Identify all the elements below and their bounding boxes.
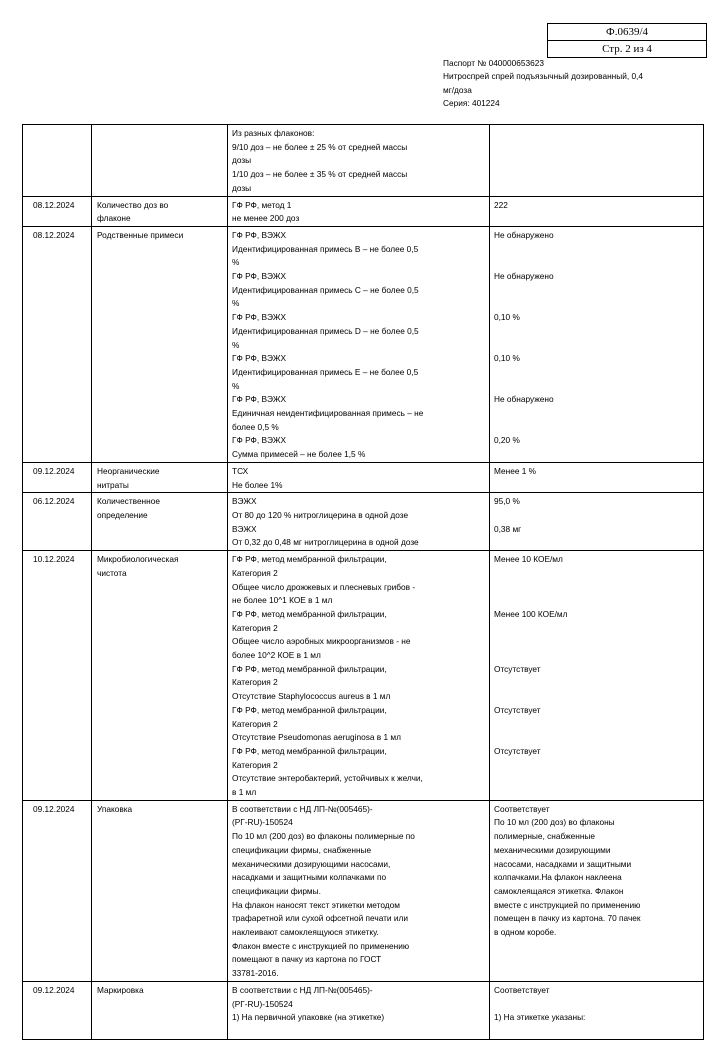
method-line: От 0,32 до 0,48 мг нитроглицерина в одной дозе — [232, 537, 419, 548]
form-code-box — [547, 23, 707, 58]
result-line: 0,10 % — [494, 353, 520, 364]
method-line: % — [232, 298, 240, 309]
row-result — [490, 551, 704, 801]
method-line: Флакон вместе с инструкцией по применению — [232, 940, 410, 951]
method-line: спецификации фирмы, снабженные — [232, 844, 372, 855]
test-name-line: Неорганические — [97, 465, 160, 476]
method-line: Идентифицированная примесь C – не более 0,5 — [232, 284, 419, 295]
result-line: помещен в пачку из картона. 70 пачек — [494, 913, 641, 924]
table-row — [23, 981, 704, 1039]
method-line: (РГ-RU)-150524 — [232, 817, 293, 828]
row-result — [490, 493, 704, 551]
test-name-line: чистота — [97, 567, 127, 578]
result-line: Отсутствует — [494, 704, 541, 715]
result-line: Соответствует — [494, 803, 550, 814]
method-line: Категория 2 — [232, 677, 278, 688]
method-line: Из разных флаконов: — [232, 128, 315, 138]
date-text: 08.12.2024 — [33, 229, 75, 240]
method-line: Идентифицированная примесь E – не более 0,5 — [232, 366, 419, 377]
result-line — [494, 380, 699, 394]
row-method-requirement — [228, 981, 490, 1039]
method-line: ВЭЖХ — [232, 523, 257, 534]
method-line: 1/10 доз – не более ± 35 % от средней массы — [232, 169, 408, 180]
result-line: По 10 мл (200 доз) во флаконы — [494, 817, 615, 828]
result-line — [494, 717, 699, 731]
method-line: ГФ РФ, метод мембранной фильтрации, — [232, 663, 387, 674]
method-line: Сумма примесей – не более 1,5 % — [232, 449, 366, 460]
result-line: Не обнаружено — [494, 229, 554, 240]
test-name-line: нитраты — [97, 479, 129, 490]
result-line — [494, 509, 699, 523]
result-line: насосами, насадками и защитными — [494, 858, 632, 869]
result-line: Не обнаружено — [494, 271, 554, 281]
row-method-requirement — [228, 226, 490, 462]
method-line: ГФ РФ, метод мембранной фильтрации, — [232, 608, 387, 619]
row-date — [23, 226, 92, 462]
test-name-line: Маркировка — [97, 984, 144, 995]
row-date — [23, 462, 92, 492]
method-line: ГФ РФ, ВЭЖХ — [232, 312, 287, 323]
method-line: Общее число дрожжевых и плесневых грибов - — [232, 581, 416, 592]
method-line: не более 10^1 КОЕ в 1 мл — [232, 595, 333, 606]
result-line — [494, 366, 699, 380]
row-test-name — [92, 551, 228, 801]
result-line — [494, 635, 699, 649]
date-text: 06.12.2024 — [33, 496, 75, 507]
result-line: Отсутствует — [494, 745, 541, 756]
passport-number: Паспорт № 040000653623 — [443, 58, 544, 68]
row-result — [490, 462, 704, 492]
test-name-line: Родственные примеси — [97, 229, 184, 240]
result-line — [494, 284, 699, 298]
method-line: Категория 2 — [232, 622, 278, 633]
result-line — [494, 325, 699, 339]
test-name-line: Количество доз во — [97, 199, 169, 210]
result-line — [494, 297, 699, 311]
result-line: 0,10 % — [494, 312, 520, 323]
row-test-name — [92, 462, 228, 492]
test-name-line: флаконе — [97, 213, 131, 224]
method-line: ГФ РФ, метод мембранной фильтрации, — [232, 745, 387, 756]
method-line: ГФ РФ, ВЭЖХ — [232, 271, 287, 282]
result-line — [494, 649, 699, 663]
row-test-name — [92, 125, 228, 197]
method-line: Категория 2 — [232, 718, 278, 729]
method-line: ГФ РФ, ВЭЖХ — [232, 353, 287, 364]
result-line — [494, 243, 699, 257]
method-line: Единичная неидентифицированная примесь – не — [232, 408, 424, 419]
method-line: дозы — [232, 155, 252, 166]
product-name-line2: мг/доза — [443, 84, 472, 95]
method-line: ГФ РФ, ВЭЖХ — [232, 229, 287, 240]
method-line: насадками и защитными колпачками по — [232, 872, 387, 883]
row-method-requirement — [228, 800, 490, 981]
method-line: % — [232, 380, 240, 391]
method-line: % — [232, 339, 240, 350]
method-line: ГФ РФ, ВЭЖХ — [232, 435, 287, 446]
method-line: 1) На первичной упаковке (на этикетке) — [232, 1012, 385, 1023]
row-result — [490, 981, 704, 1039]
page-number: Стр. 2 из 4 — [548, 40, 706, 57]
method-line: ВЭЖХ — [232, 496, 257, 507]
table-row — [23, 800, 704, 981]
method-line: Отсутствие Staphylococcus aureus в 1 мл — [232, 691, 391, 702]
method-line: наклеивают самоклеящуюся этикетку. — [232, 927, 379, 938]
method-line: 9/10 доз – не более ± 25 % от средней массы — [232, 141, 408, 152]
row-date — [23, 981, 92, 1039]
row-result — [490, 800, 704, 981]
method-line: Общее число аэробных микроорганизмов - не — [232, 636, 411, 647]
method-line: ГФ РФ, метод мембранной фильтрации, — [232, 704, 387, 715]
row-method-requirement — [228, 551, 490, 801]
row-result — [490, 226, 704, 462]
row-date — [23, 125, 92, 197]
result-line — [494, 594, 699, 608]
result-line — [494, 256, 699, 270]
row-date — [23, 551, 92, 801]
result-line: Соответствует — [494, 984, 550, 995]
method-line: помещают в пачку из картона по ГОСТ — [232, 954, 382, 965]
table-row — [23, 125, 704, 197]
result-line — [494, 676, 699, 690]
table-row — [23, 493, 704, 551]
row-result — [490, 125, 704, 197]
table-row — [23, 196, 704, 226]
test-name-line: Упаковка — [97, 803, 133, 814]
row-date — [23, 800, 92, 981]
result-line — [494, 580, 699, 594]
method-line: На флакон наносят текст этикетки методом — [232, 899, 400, 910]
method-line: % — [232, 257, 240, 268]
result-line: колпачками.На флакон наклеена — [494, 872, 622, 883]
method-line: В соответствии с НД ЛП-№(005465)- — [232, 803, 373, 814]
result-line — [494, 407, 699, 421]
form-code: Ф.0639/4 — [606, 26, 648, 38]
row-method-requirement — [228, 493, 490, 551]
method-line: ГФ РФ, метод мембранной фильтрации, — [232, 554, 387, 565]
method-line: В соответствии с НД ЛП-№(005465)- — [232, 984, 373, 995]
date-text: 08.12.2024 — [33, 199, 75, 210]
method-line: ГФ РФ, метод 1 — [232, 199, 292, 210]
result-line: Менее 100 КОЕ/мл — [494, 608, 568, 619]
method-line: в 1 мл — [232, 787, 257, 798]
method-line: 33781-2016. — [232, 968, 279, 979]
result-line — [494, 567, 699, 581]
result-line: 95,0 % — [494, 496, 520, 507]
row-date — [23, 493, 92, 551]
date-text: 09.12.2024 — [33, 803, 75, 814]
method-line: Категория 2 — [232, 567, 278, 578]
result-line: Отсутствует — [494, 663, 541, 674]
method-line: спецификации фирмы. — [232, 885, 321, 896]
method-line: От 80 до 120 % нитроглицерина в одной дозе — [232, 509, 409, 520]
method-line: ГФ РФ, ВЭЖХ — [232, 394, 287, 405]
table-row — [23, 462, 704, 492]
method-line: ТСХ — [232, 465, 249, 476]
row-test-name — [92, 800, 228, 981]
row-test-name — [92, 226, 228, 462]
method-line: Идентифицированная примесь B – не более 0,5 — [232, 243, 419, 254]
method-line: Категория 2 — [232, 759, 278, 770]
method-line: Не более 1% — [232, 479, 283, 490]
method-line: (РГ-RU)-150524 — [232, 998, 293, 1009]
table-row — [23, 551, 704, 801]
result-line — [494, 690, 699, 704]
row-test-name — [92, 493, 228, 551]
row-test-name — [92, 981, 228, 1039]
method-line: Отсутствие Pseudomonas aeruginosa в 1 мл — [232, 732, 401, 743]
method-line: дозы — [232, 182, 252, 193]
method-line: более 10^2 КОЕ в 1 мл — [232, 650, 321, 661]
result-line — [494, 421, 699, 435]
passport-header — [443, 57, 693, 111]
date-text: 10.12.2024 — [33, 554, 75, 565]
row-method-requirement — [228, 462, 490, 492]
series-number: Серия: 401224 — [443, 98, 500, 109]
test-results-table — [22, 124, 704, 1040]
row-result — [490, 196, 704, 226]
result-line — [494, 622, 699, 636]
table-row — [23, 226, 704, 462]
result-line: в одном коробе. — [494, 927, 557, 938]
method-line: Идентифицированная примесь D – не более 0,5 — [232, 325, 419, 336]
result-line: полимерные, снабженные — [494, 831, 596, 842]
method-line: По 10 мл (200 доз) во флаконы полимерные по — [232, 831, 415, 842]
method-line: трафаретной или сухой офсетной печати или — [232, 913, 408, 924]
method-line: более 0,5 % — [232, 421, 279, 432]
test-name-line: Количественное — [97, 496, 160, 507]
result-line — [494, 998, 699, 1012]
result-line: 0,20 % — [494, 435, 520, 446]
result-line: 1) На этикетке указаны: — [494, 1012, 586, 1023]
test-name-line: Микробиологическая — [97, 554, 179, 565]
result-line: вместе с инструкцией по применению — [494, 899, 641, 910]
result-line: Менее 1 % — [494, 465, 537, 476]
product-name-line1: Нитроспрей спрей подъязычный дозированный, 0,4 — [443, 71, 643, 82]
row-date — [23, 196, 92, 226]
method-line: механическими дозирующими насосами, — [232, 858, 391, 869]
result-line: 222 — [494, 199, 508, 210]
test-name-line: определение — [97, 509, 148, 520]
method-line: Отсутствие энтеробактерий, устойчивых к желчи, — [232, 773, 423, 784]
date-text: 09.12.2024 — [33, 465, 75, 476]
result-line: 0,38 мг — [494, 523, 522, 534]
row-method-requirement — [228, 125, 490, 197]
result-line: самоклеящаяся этикетка. Флакон — [494, 885, 624, 896]
result-line: механическими дозирующими — [494, 844, 611, 855]
result-line — [494, 731, 699, 745]
result-line: Менее 10 КОЕ/мл — [494, 554, 563, 565]
method-line: не менее 200 доз — [232, 213, 300, 224]
row-test-name — [92, 196, 228, 226]
date-text: 09.12.2024 — [33, 984, 75, 995]
result-line: Не обнаружено — [494, 394, 554, 405]
row-method-requirement — [228, 196, 490, 226]
result-line — [494, 338, 699, 352]
